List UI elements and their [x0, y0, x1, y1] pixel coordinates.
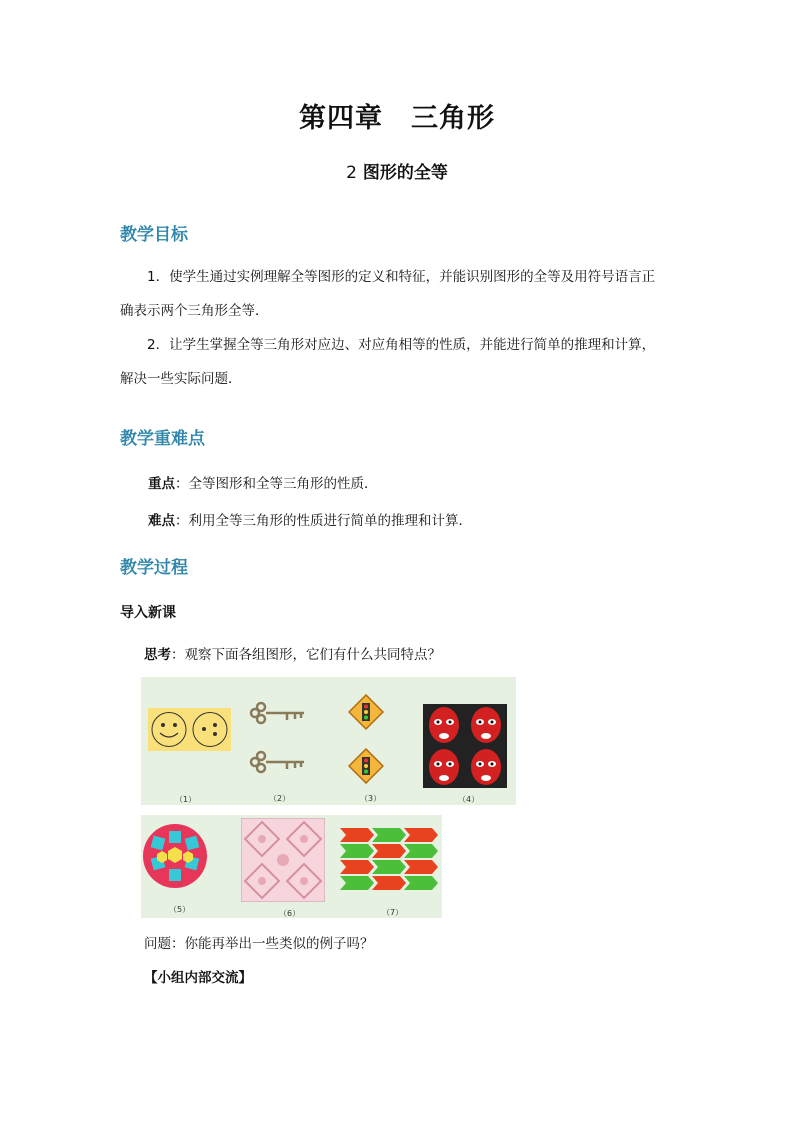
- question-line: 问题：你能再举出一些类似的例子吗？: [144, 936, 374, 952]
- caption-1: （1）: [175, 795, 197, 804]
- caption-2: （2）: [269, 794, 291, 803]
- intro-heading: 导入新课: [120, 605, 176, 621]
- chapter-title: 第四章 三角形: [299, 103, 495, 134]
- smiley-faces-figure: [148, 708, 231, 751]
- objectives-list: [120, 260, 680, 396]
- process-heading: 教学过程: [120, 558, 188, 578]
- key-points-heading: 教学重难点: [120, 429, 205, 449]
- group-discussion: 【小组内部交流】: [144, 970, 252, 986]
- section-number: 2: [346, 163, 357, 183]
- section-title-text: 图形的全等: [362, 163, 448, 183]
- figure-panel-top: [141, 677, 516, 805]
- objectives-heading: 教学目标: [120, 225, 188, 245]
- difficult-point-label: 难点: [148, 513, 175, 529]
- caption-4: （4）: [458, 795, 480, 804]
- think-line: [144, 643, 441, 663]
- difficult-point-text: ：利用全等三角形的性质进行简单的推理和计算．: [175, 513, 472, 529]
- key-point-text: ：全等图形和全等三角形的性质．: [175, 476, 378, 492]
- think-label: 思考: [144, 647, 171, 663]
- think-text: ：观察下面各组图形，它们有什么共同特点？: [171, 647, 441, 663]
- figure-panel-bottom: [141, 815, 442, 918]
- tile-pattern-figure: [241, 818, 325, 902]
- section-title: [0, 158, 794, 183]
- opera-masks-figure: [423, 704, 507, 788]
- keys-figure: [249, 699, 309, 779]
- caption-7: （7）: [382, 908, 404, 917]
- caption-3: （3）: [360, 794, 382, 803]
- tessellation-figure: [142, 823, 208, 889]
- caption-6: （6）: [279, 909, 301, 918]
- difficult-point-line: [148, 509, 472, 529]
- objective-2-line-1: 2．让学生掌握全等三角形对应边、对应角相等的性质，并能进行简单的推理和计算，: [147, 337, 656, 353]
- objective-2-line-2: 解决一些实际问题．: [120, 371, 242, 387]
- arrow-pattern-figure: [340, 826, 438, 894]
- objective-1-line-1: 1．使学生通过实例理解全等图形的定义和特征，并能识别图形的全等及用符号语言正: [147, 269, 656, 285]
- key-point-line: [148, 472, 378, 492]
- traffic-signs-figure: [348, 694, 384, 784]
- key-point-label: 重点: [148, 476, 175, 492]
- objective-1-line-2: 确表示两个三角形全等．: [120, 303, 269, 319]
- caption-5: （5）: [169, 905, 191, 914]
